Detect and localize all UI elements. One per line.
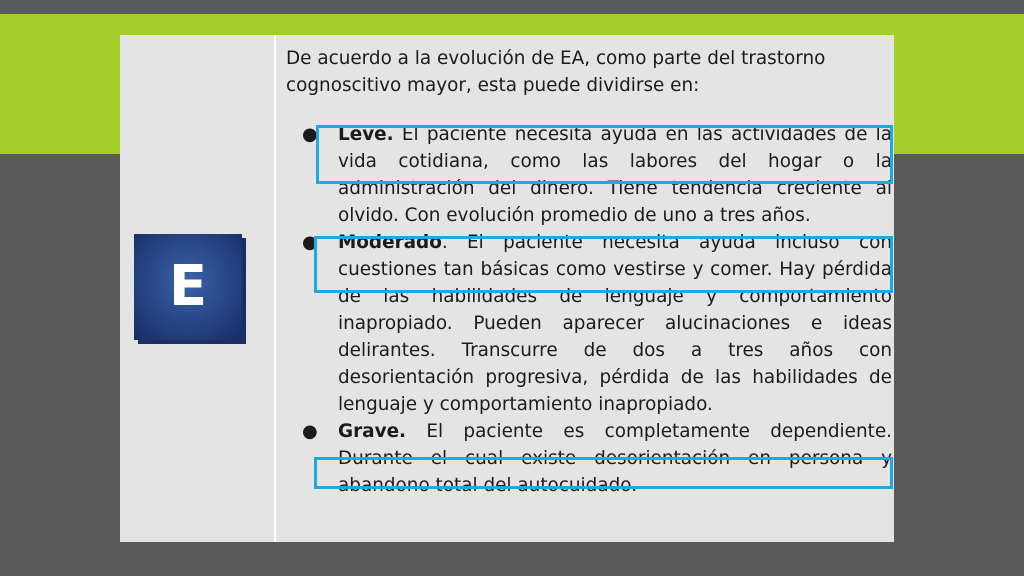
bullet-icon: ●	[302, 421, 318, 442]
column-divider	[274, 35, 276, 542]
term-leve: Leve.	[338, 124, 394, 145]
document-text	[286, 45, 892, 499]
description-leve: El paciente necesita ayuda en las actividades de la vida cotidiana, como las labores del hogar o la administración del dinero. Tiene tendencia creciente al olvido. Con evolución promedio de uno a tres años.	[338, 124, 892, 226]
bullet-icon: ●	[302, 232, 318, 253]
list-item-leve	[286, 121, 892, 229]
description-moderado: . El paciente necesita ayuda incluso con cuestiones tan básicas como vestirse y comer. Hay pérdida de las habilidades de lenguaje y comportamiento inapropiado. Pueden aparecer alucinaciones e ideas delirantes. Transcurre de dos a tres años con desorientación progresiva, pérdida de las habilidades de lenguaje y comportamiento inapropiado.	[338, 232, 892, 415]
term-grave: Grave.	[338, 421, 407, 442]
list-item-moderado	[286, 229, 892, 418]
intro-paragraph: De acuerdo a la evolución de EA, como parte del trastorno cognoscitivo mayor, esta puede dividirse en:	[286, 48, 826, 96]
letter-e-glyph: E	[168, 254, 208, 319]
description-grave: El paciente es completamente dependiente. Durante el cual existe desorientación en persona y abandono total del autocuidado.	[338, 421, 892, 496]
letter-e-icon	[134, 234, 246, 344]
document-panel	[120, 35, 894, 542]
list-item-grave	[286, 418, 892, 499]
term-moderado: Moderado	[338, 232, 442, 253]
bullet-icon: ●	[302, 124, 318, 145]
